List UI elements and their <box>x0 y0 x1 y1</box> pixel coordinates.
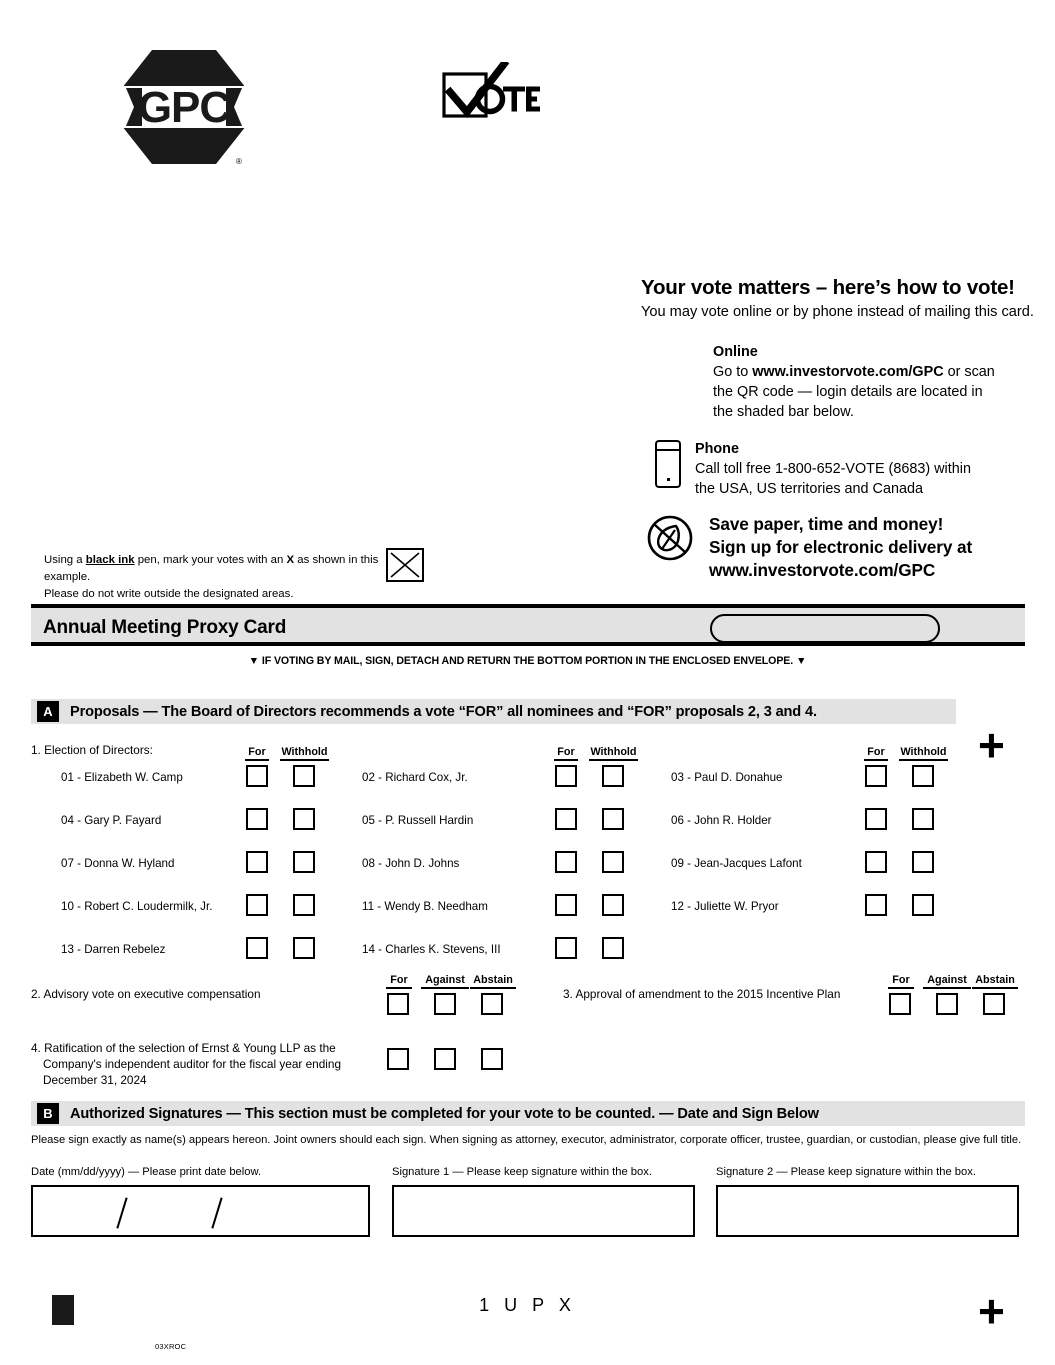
ink-mid: pen, mark your votes with an <box>134 554 287 566</box>
signature-instructions: Please sign exactly as name(s) appears hereon. Joint owners should each sign. When signing as attorney, executor, administrator, corporate officer, trustee, guardian, or custodian, please give full title. <box>31 1134 1022 1146</box>
online-line2: the QR code — login details are located in <box>713 383 983 400</box>
nominee-02-withhold-checkbox[interactable] <box>602 765 624 787</box>
nominee-name: 05 - P. Russell Hardin <box>362 814 474 827</box>
date-separator-slash <box>116 1197 127 1228</box>
nominee-name: 06 - John R. Holder <box>671 814 772 827</box>
registered-trademark-mark: ® <box>236 157 242 166</box>
signature-1-input-box[interactable] <box>392 1185 695 1237</box>
prop2-against-header: Against <box>421 974 469 989</box>
nominee-04-for-checkbox[interactable] <box>246 808 268 830</box>
proposal-4-abstain-checkbox[interactable] <box>481 1048 503 1070</box>
nominee-name: 09 - Jean-Jacques Lafont <box>671 857 802 870</box>
nominee-06-withhold-checkbox[interactable] <box>912 808 934 830</box>
vote-logo <box>440 62 540 124</box>
ink-black-ink-emphasis: black ink <box>85 554 135 566</box>
registration-mark-top: + <box>978 719 1005 771</box>
vote-method-online <box>713 343 1033 423</box>
annual-meeting-title-bar <box>31 604 1025 646</box>
date-separator-slash <box>211 1197 222 1228</box>
section-a-bar <box>31 699 956 724</box>
section-b-bar <box>31 1101 1025 1126</box>
nominee-12-withhold-checkbox[interactable] <box>912 894 934 916</box>
vote-method-phone <box>655 440 1035 500</box>
proposal-4-line1: 4. Ratification of the selection of Ernst & Young LLP as the <box>31 1041 336 1055</box>
nominee-07-withhold-checkbox[interactable] <box>293 851 315 873</box>
proposal-2-against-checkbox[interactable] <box>434 993 456 1015</box>
phone-title: Phone <box>695 441 739 457</box>
section-a-badge: A <box>37 701 59 722</box>
eco-line3: www.investorvote.com/GPC <box>709 559 936 580</box>
nominee-name: 12 - Juliette W. Pryor <box>671 900 779 913</box>
nominee-11-withhold-checkbox[interactable] <box>602 894 624 916</box>
col1-for-header: For <box>245 746 269 761</box>
proposal-4-for-checkbox[interactable] <box>387 1048 409 1070</box>
proposal-4-line3: December 31, 2024 <box>43 1072 147 1087</box>
nominee-name: 01 - Elizabeth W. Camp <box>61 771 183 784</box>
online-url: www.investorvote.com/GPC <box>752 363 944 380</box>
col1-withhold-header: Withhold <box>280 746 329 761</box>
section-b-badge: B <box>37 1103 59 1124</box>
prop3-for-header: For <box>888 974 914 989</box>
ink-post: as shown in this example. <box>44 554 379 584</box>
nominee-name: 11 - Wendy B. Needham <box>362 900 488 913</box>
nominee-01-for-checkbox[interactable] <box>246 765 268 787</box>
nominee-06-for-checkbox[interactable] <box>865 808 887 830</box>
nominee-13-withhold-checkbox[interactable] <box>293 937 315 959</box>
nominee-02-for-checkbox[interactable] <box>555 765 577 787</box>
nominee-12-for-checkbox[interactable] <box>865 894 887 916</box>
vote-subhead: You may vote online or by phone instead of mailing this card. <box>641 303 1034 320</box>
nominee-name: 07 - Donna W. Hyland <box>61 857 175 870</box>
signature-2-input-box[interactable] <box>716 1185 1019 1237</box>
nominee-10-withhold-checkbox[interactable] <box>293 894 315 916</box>
col2-withhold-header: Withhold <box>589 746 638 761</box>
prop3-abstain-header: Abstain <box>972 974 1018 989</box>
nominee-name: 10 - Robert C. Loudermilk, Jr. <box>61 900 213 913</box>
vote-instructions-header <box>641 276 1036 321</box>
date-field-label: Date (mm/dd/yyyy) — Please print date below. <box>31 1166 262 1178</box>
phone-line1: Call toll free 1-800-652-VOTE (8683) within <box>695 460 971 477</box>
proposal-3-abstain-checkbox[interactable] <box>983 993 1005 1015</box>
detach-instruction: ▼ IF VOTING BY MAIL, SIGN, DETACH AND RETURN THE BOTTOM PORTION IN THE ENCLOSED ENVELOPE. ▼ <box>248 655 807 667</box>
nominee-01-withhold-checkbox[interactable] <box>293 765 315 787</box>
nominee-name: 03 - Paul D. Donahue <box>671 771 783 784</box>
online-title: Online <box>713 344 758 360</box>
ink-x-emphasis: X <box>286 554 295 566</box>
online-line3: the shaded bar below. <box>713 403 854 420</box>
signature-2-label: Signature 2 — Please keep signature within the box. <box>716 1166 976 1178</box>
nominee-09-for-checkbox[interactable] <box>865 851 887 873</box>
example-marked-checkbox <box>386 548 424 582</box>
date-input-box[interactable] <box>31 1185 370 1237</box>
nominee-13-for-checkbox[interactable] <box>246 937 268 959</box>
nominee-name: 02 - Richard Cox, Jr. <box>362 771 468 784</box>
marking-instructions <box>44 552 384 603</box>
nominee-14-withhold-checkbox[interactable] <box>602 937 624 959</box>
nominee-04-withhold-checkbox[interactable] <box>293 808 315 830</box>
signature-1-label: Signature 1 — Please keep signature within the box. <box>392 1166 652 1178</box>
proposal-2-text: 2. Advisory vote on executive compensation <box>31 987 261 1001</box>
svg-text:GPC: GPC <box>137 83 231 132</box>
prop2-abstain-header: Abstain <box>470 974 516 989</box>
phone-icon <box>655 440 681 500</box>
eco-line1: Save paper, time and money! <box>709 514 944 534</box>
proposal-2-for-checkbox[interactable] <box>387 993 409 1015</box>
nominee-09-withhold-checkbox[interactable] <box>912 851 934 873</box>
nominee-11-for-checkbox[interactable] <box>555 894 577 916</box>
form-id-code: 03XROC <box>155 1342 187 1351</box>
nominee-14-for-checkbox[interactable] <box>555 937 577 959</box>
eco-line2: Sign up for electronic delivery at <box>709 536 973 557</box>
proposal-4-line2: Company's independent auditor for the fiscal year ending <box>43 1056 342 1071</box>
col3-withhold-header: Withhold <box>899 746 948 761</box>
nominee-name: 08 - John D. Johns <box>362 857 460 870</box>
vote-method-electronic-delivery <box>645 513 1035 582</box>
nominee-08-for-checkbox[interactable] <box>555 851 577 873</box>
online-line1-post: or scan <box>943 363 995 380</box>
nominee-05-withhold-checkbox[interactable] <box>602 808 624 830</box>
proposal-3-text: 3. Approval of amendment to the 2015 Incentive Plan <box>563 987 841 1001</box>
col2-for-header: For <box>554 746 578 761</box>
nominee-03-for-checkbox[interactable] <box>865 765 887 787</box>
ink-line2: Please do not write outside the designated areas. <box>44 588 294 601</box>
nominee-03-withhold-checkbox[interactable] <box>912 765 934 787</box>
page-title: Annual Meeting Proxy Card <box>43 617 287 638</box>
nominee-name: 04 - Gary P. Fayard <box>61 814 162 827</box>
proposal-4-text <box>31 1041 376 1089</box>
nominee-05-for-checkbox[interactable] <box>555 808 577 830</box>
nominee-name: 13 - Darren Rebelez <box>61 943 166 956</box>
vote-headline: Your vote matters – here’s how to vote! <box>641 276 1015 299</box>
proposal-2-abstain-checkbox[interactable] <box>481 993 503 1015</box>
form-sequence-code: 1 U P X <box>479 1295 576 1315</box>
prop2-for-header: For <box>386 974 412 989</box>
online-line1-pre: Go to <box>713 363 753 380</box>
prop3-against-header: Against <box>923 974 971 989</box>
col3-for-header: For <box>864 746 888 761</box>
control-number-pill <box>710 614 940 643</box>
proposal-3-against-checkbox[interactable] <box>936 993 958 1015</box>
proposal-4-against-checkbox[interactable] <box>434 1048 456 1070</box>
section-a-title: Proposals — The Board of Directors recommends a vote “FOR” all nominees and “FOR” proposals 2, 3 and 4. <box>70 703 817 720</box>
gpc-logo <box>120 48 248 166</box>
section-b-title: Authorized Signatures — This section must be completed for your vote to be counted. — Date and Sign Below <box>70 1105 819 1122</box>
nominee-07-for-checkbox[interactable] <box>246 851 268 873</box>
election-of-directors-label: 1. Election of Directors: <box>31 743 153 757</box>
proposal-3-for-checkbox[interactable] <box>889 993 911 1015</box>
nominee-10-for-checkbox[interactable] <box>246 894 268 916</box>
phone-line2: the USA, US territories and Canada <box>695 480 923 497</box>
nominee-08-withhold-checkbox[interactable] <box>602 851 624 873</box>
ink-pre: Using a <box>44 554 86 566</box>
eco-leaf-icon <box>645 513 695 582</box>
registration-mark-bottom: + <box>978 1285 1005 1337</box>
nominee-name: 14 - Charles K. Stevens, III <box>362 943 501 956</box>
